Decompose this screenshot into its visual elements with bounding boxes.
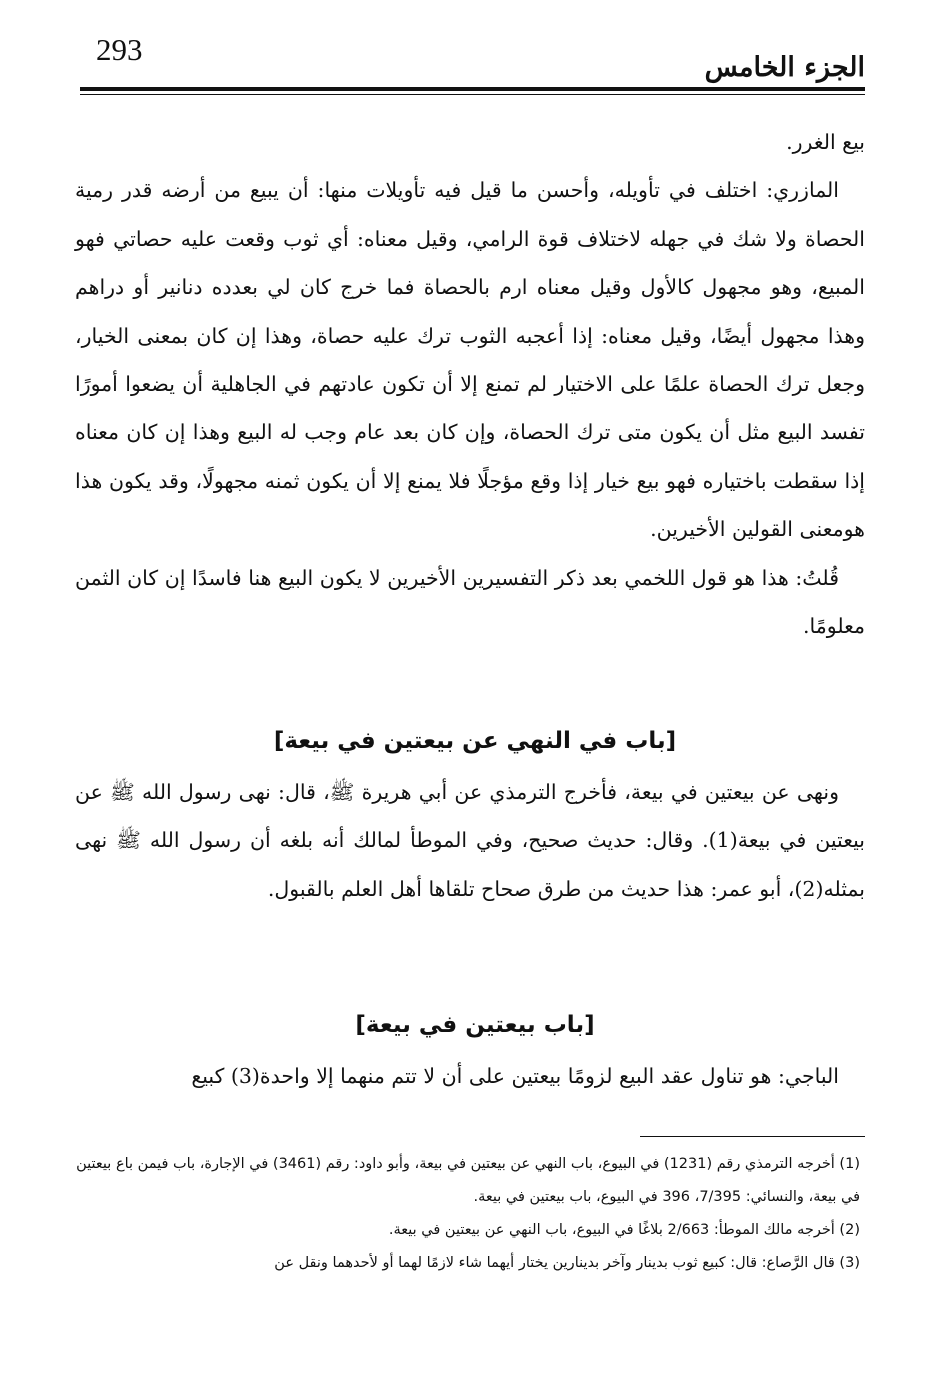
- footnote: (3) قال الرَّصاع: قال: كبيع ثوب بدينار وآخر بدينارين يختار أيهما شاء لازمًا لهما أو لأحدهما ونقل عن: [274, 1255, 860, 1271]
- footnote: (2) أخرجه مالك الموطأ: 2/663 بلاغًا في البيوع، باب النهي عن بيعتين في بيعة.: [388, 1222, 860, 1238]
- paragraph: ونهى عن بيعتين في بيعة، فأخرج الترمذي عن أبي هريرة ﷺ، قال: نهى رسول الله ﷺ عن بيعتين في بيعة(1). وقال: حديث صحيح، وفي الموطأ لمالك أنه بلغه أن رسول الله ﷺ نهى بمثله(2)، أبو عمر: هذا حديث من طرق صحاح تلقاها أهل العلم بالقبول.: [75, 780, 865, 901]
- footnote: (1) أخرجه الترمذي رقم (1231) في البيوع، باب النهي عن بيعتين في بيعة، وأبو داود: رقم (3461) في الإجارة، باب فيمن باع بيعتين في بيعة، والنسائي: 7/395، 396 في البيوع، باب بيعتين في بيعة.: [76, 1156, 860, 1205]
- page-number: 293: [96, 32, 143, 67]
- section-heading: [باب في النهي عن بيعتين في بيعة]: [273, 728, 677, 754]
- paragraph: الباجي: هو تناول عقد البيع لزومًا بيعتين على أن لا تتم منهما إلا واحدة(3) كبيع: [191, 1064, 839, 1088]
- footnote-separator: [640, 1136, 865, 1137]
- paragraph: المازري: اختلف في تأويله، وأحسن ما قيل فيه تأويلات منها: أن يبيع من أرضه قدر رمية الحصاة ولا شك في جهله لاختلاف قوة الرامي، وقيل معناه: أي ثوب وقعت عليه حصاتي فهو المبيع، وهو مجهول كالأول وقيل معناه ارم بالحصاة فما خرج كان لي بعدده دنانير أو دراهم وهذا مجهول أيضًا، وقيل معناه: إذا أعجبه الثوب ترك عليه حصاة، وهذا إن كان بمعنى الخيار، وجعل ترك الحصاة علمًا على الاختيار لم تمنع إلا أن تكون عادتهم في الجاهلية أن يضعوا أمورًا تفسد البيع مثل أن يكون متى ترك الحصاة، وإن كان بعد عام وجب له البيع وهذا إن كان معناه إذا سقطت باختياره فهو بيع خيار إذا وقع مؤجلًا فلا يمنع إلا أن يكون ثمنه مجهولًا، وقد يكون هذا هومعنى القولين الأخيرين.: [75, 178, 865, 542]
- running-title: الجزء الخامس: [704, 52, 865, 83]
- text-block-bottom: [75, 1052, 865, 1100]
- paragraph: بيع الغرر.: [786, 130, 865, 154]
- text-block-top: [75, 118, 865, 650]
- page-header: [80, 30, 865, 90]
- header-rule-thin: [80, 94, 865, 95]
- footnotes: [75, 1148, 860, 1280]
- text-block-middle: [75, 768, 865, 913]
- header-rule: [80, 87, 865, 91]
- section-heading: [باب بيعتين في بيعة]: [355, 1012, 595, 1038]
- paragraph: قُلتُ: هذا هو قول اللخمي بعد ذكر التفسيرين الأخيرين لا يكون البيع هنا فاسدًا إن كان الثمن معلومًا.: [75, 565, 865, 639]
